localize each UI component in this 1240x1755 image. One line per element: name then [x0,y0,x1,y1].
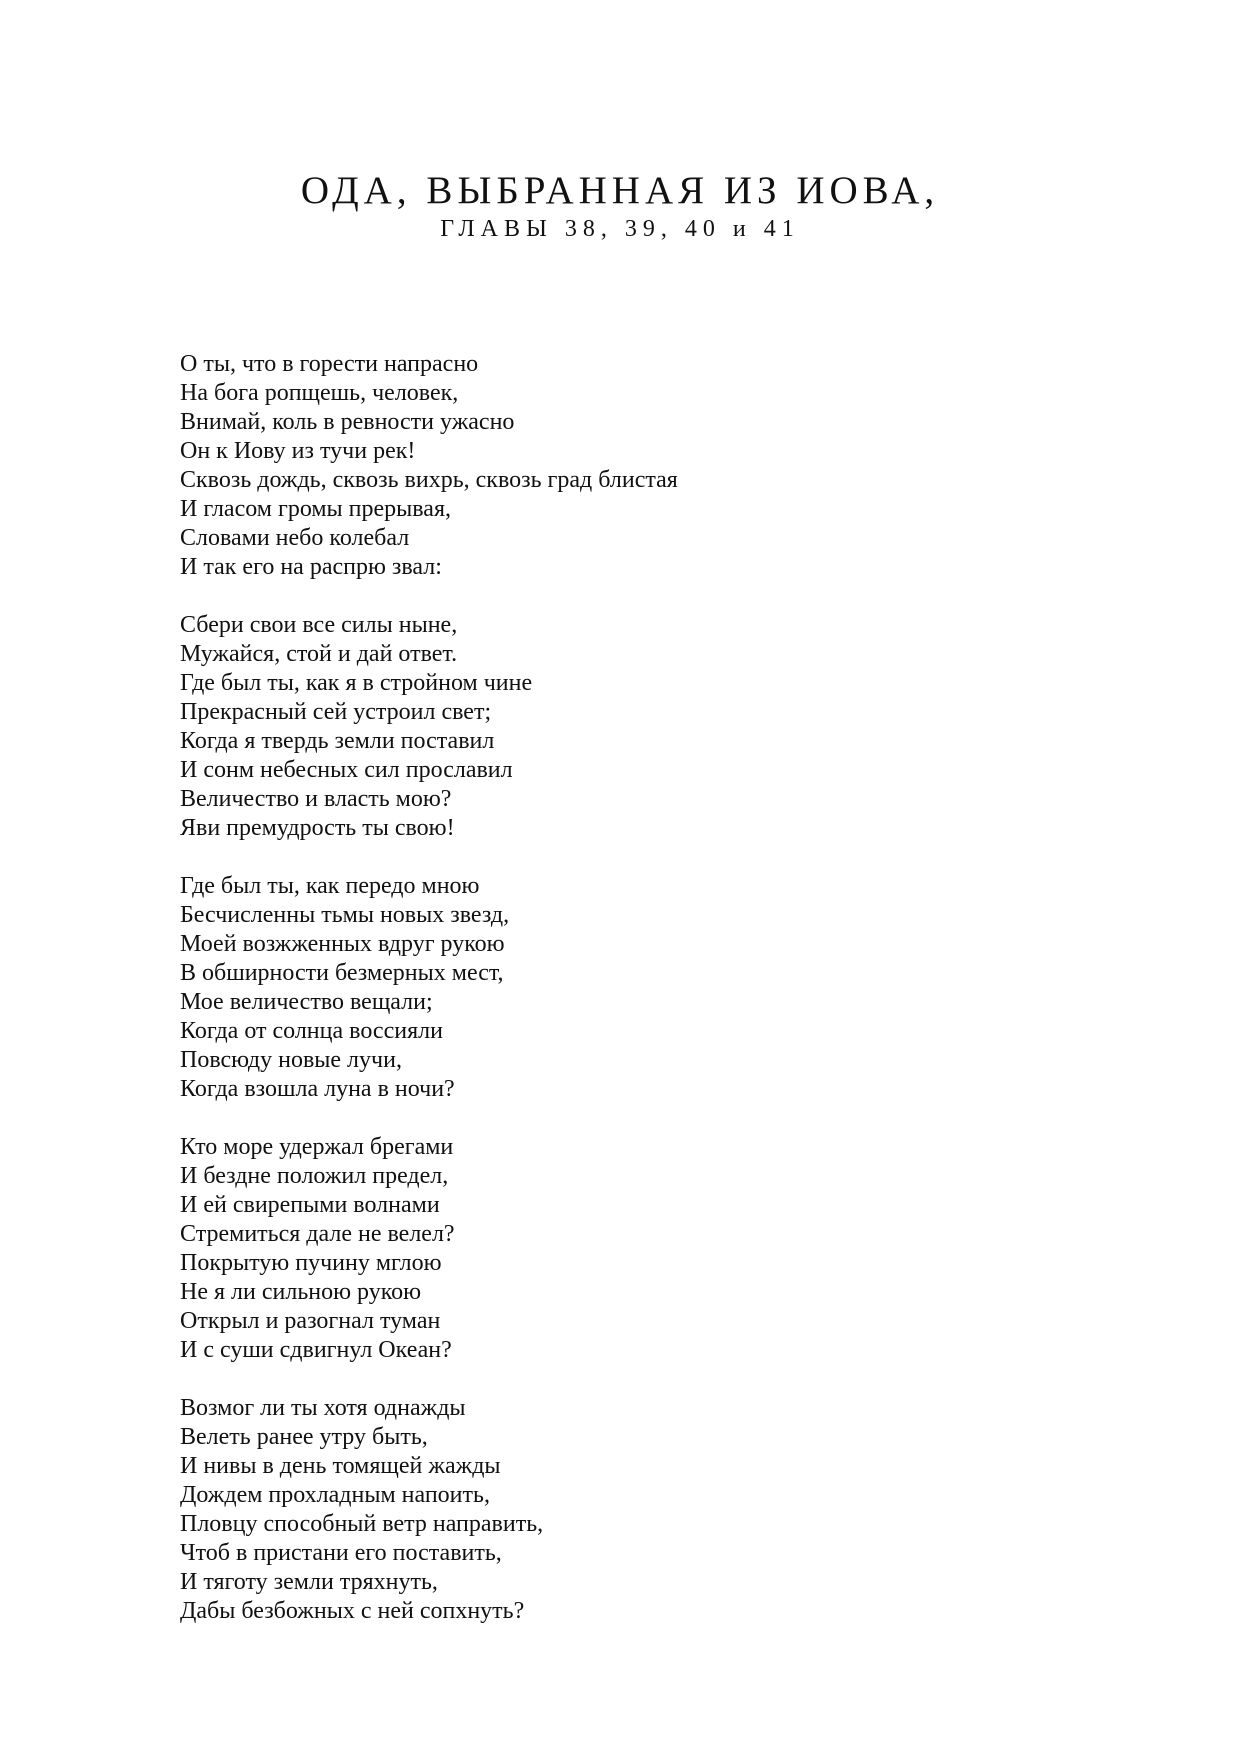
poem-line: И с суши сдвигнул Океан? [180,1337,452,1363]
poem-line: Повсюду новые лучи, [180,1047,402,1073]
poem-line: Сбери свои все силы ныне, [180,612,458,638]
poem-line: Он к Иову из тучи рек! [180,438,416,464]
poem-line: Покрытую пучину мглою [180,1250,442,1276]
poem-line: Бесчисленны тьмы новых звезд, [180,902,510,928]
poem-line: Где был ты, как я в стройном чине [180,670,533,696]
poem-line: На бога ропщешь, человек, [180,380,459,406]
poem-line: Чтоб в пристани его поставить, [180,1540,502,1566]
poem-line: Не я ли сильною рукою [180,1279,422,1305]
stanza-4 [180,1133,1080,1365]
poem-line: В обширности безмерных мест, [180,960,504,986]
poem-line: Где был ты, как передо мною [180,873,480,899]
poem-line: Сквозь дождь, сквозь вихрь, сквозь град блистая [180,467,678,493]
poem-body [180,350,1080,1655]
stanza-3 [180,872,1080,1104]
poem-line: И сонм небесных сил прославил [180,757,513,783]
poem-line: И гласом громы прерывая, [180,496,451,522]
poem-line: Величество и власть мою? [180,786,452,812]
poem-line: Когда взошла луна в ночи? [180,1076,455,1102]
poem-line: Дабы безбожных с ней сопхнуть? [180,1598,525,1624]
poem-line: Мое величество вещали; [180,989,433,1015]
poem-line: Открыл и разогнал туман [180,1308,441,1334]
poem-line: Мужайся, стой и дай ответ. [180,641,458,667]
poem-line: Словами небо колебал [180,525,410,551]
poem-line: Внимай, коль в ревности ужасно [180,409,515,435]
poem-line: Кто море удержал брегами [180,1134,454,1160]
poem-line: О ты, что в горести напрасно [180,351,479,377]
poem-line: И бездне положил предел, [180,1163,449,1189]
poem-header [0,168,1240,244]
poem-line: И так его на распрю звал: [180,554,442,580]
poem-title: ОДА, ВЫБРАННАЯ ИЗ ИОВА, [300,169,940,212]
poem-line: Прекрасный сей устроил свет; [180,699,492,725]
stanza-2 [180,611,1080,843]
poem-line: Возмог ли ты хотя однажды [180,1395,466,1421]
poem-line: И нивы в день томящей жажды [180,1453,501,1479]
poem-line: Когда от солнца воссияли [180,1018,443,1044]
poem-subtitle: ГЛАВЫ 38, 39, 40 и 41 [440,216,800,242]
poem-line: Моей возжженных вдруг рукою [180,931,505,957]
stanza-5 [180,1394,1080,1626]
poem-line: И ей свирепыми волнами [180,1192,440,1218]
poem-line: Велеть ранее утру быть, [180,1424,428,1450]
poem-line: Яви премудрость ты свою! [180,815,455,841]
stanza-1 [180,350,1080,582]
poem-line: Стремиться дале не велел? [180,1221,455,1247]
poem-line: И тяготу земли тряхнуть, [180,1569,438,1595]
poem-line: Пловцу способный ветр направить, [180,1511,544,1537]
poem-line: Когда я твердь земли поставил [180,728,495,754]
poem-line: Дождем прохладным напоить, [180,1482,490,1508]
